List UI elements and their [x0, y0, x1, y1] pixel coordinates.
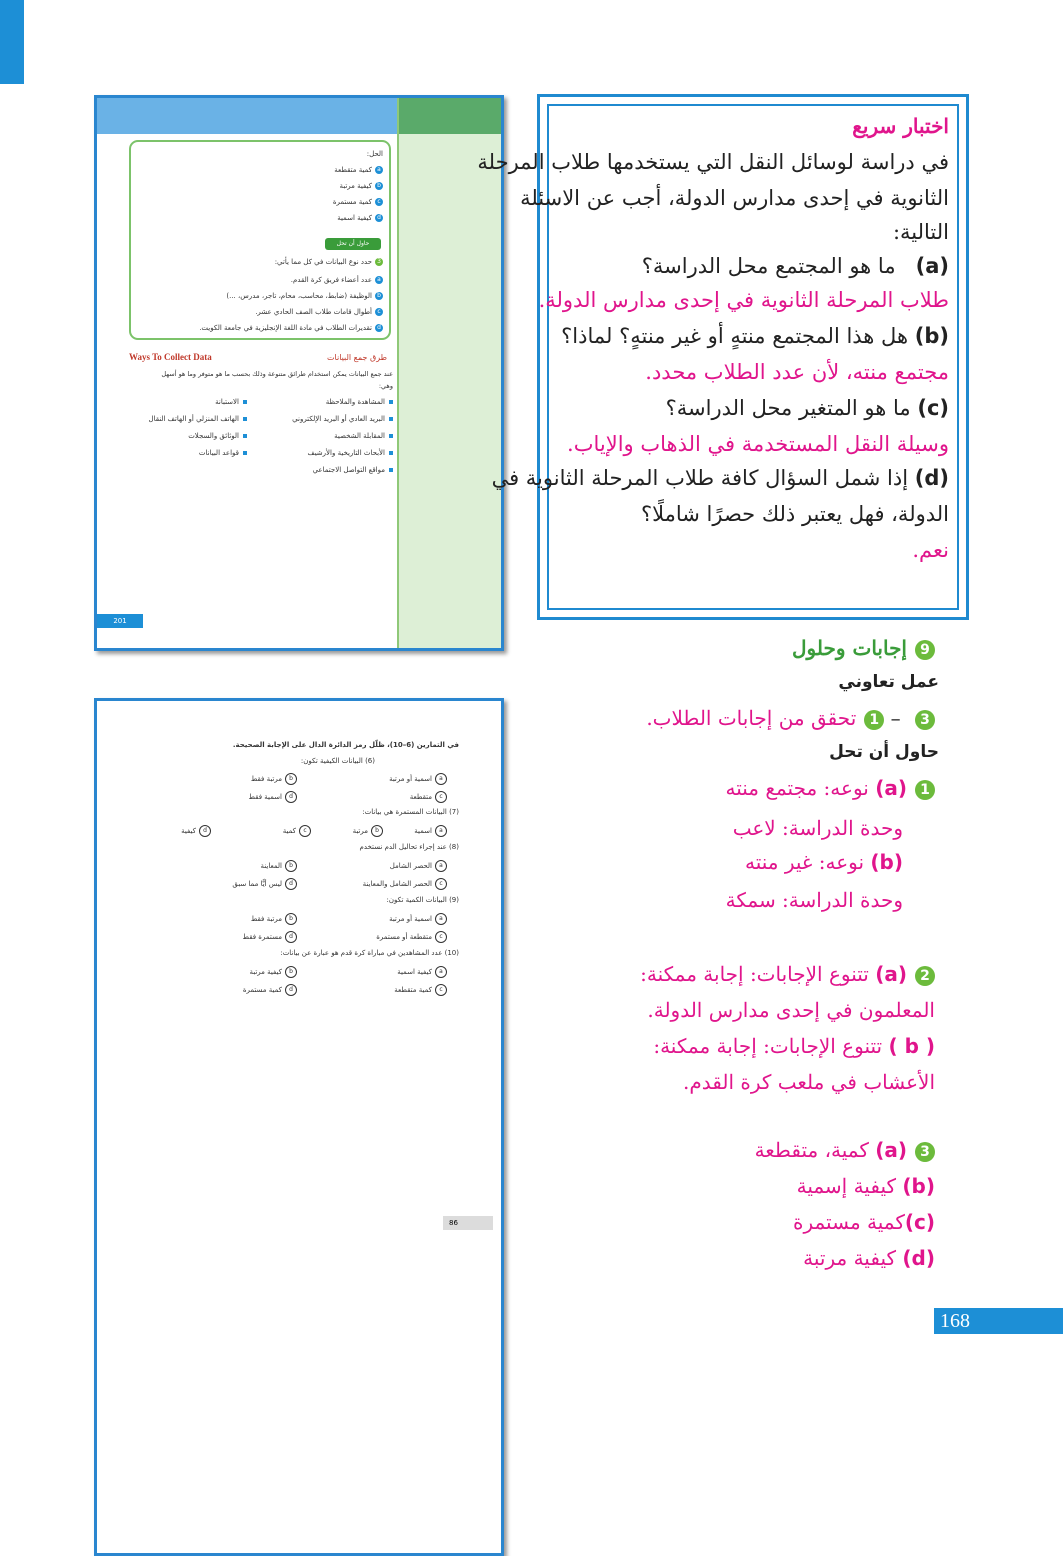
exercise-option: cكمية — [283, 825, 311, 837]
answer-line: ( b ) تتنوع الإجابات: إجابة ممكنة: — [653, 1034, 935, 1058]
section-description: عند جمع البيانات يمكن استخدام طرائق متنوعة وذلك بحسب ما هو متوفر وما هو أسهل — [161, 370, 393, 378]
try-solve-title: حاول أن تحل — [829, 742, 939, 762]
quick-test-title: اختبار سريع — [852, 114, 949, 138]
method-item: المشاهدة والملاحظة — [326, 398, 393, 406]
try-item: cأطوال قامات طلاب الصف الحادي عشر. — [255, 308, 383, 316]
quick-test-question: (d) إذا شمل السؤال كافة طلاب المرحلة الثانوية في — [491, 466, 949, 490]
answer-line: (c)كمية مستمرة — [792, 1210, 935, 1234]
exercise-option: cمتقطعة أو مستمرة — [376, 931, 447, 943]
section-heading-en: Ways To Collect Data — [129, 352, 212, 362]
exercise-option: dاسمية فقط — [249, 791, 297, 803]
exercise-question: (10) عدد المشاهدين في مباراة كرة قدم هو عبارة عن بيانات: — [280, 949, 459, 957]
answer-line: (b) كيفية إسمية — [796, 1174, 935, 1198]
answer-line: المعلمون في إحدى مدارس الدولة. — [647, 998, 935, 1022]
exercise-option: aاسمية أو مرتبة — [389, 773, 447, 785]
cooperative-work-answer: 3 – 1تحقق من إجابات الطلاب. — [646, 706, 935, 730]
quick-test-question: (c) ما هو المتغير محل الدراسة؟ — [665, 396, 949, 420]
answer-line: وحدة الدراسة: سمكة — [725, 888, 903, 912]
exercise-option: bمرتبة فقط — [251, 773, 297, 785]
quick-test-answer: مجتمع منته، لأن عدد الطلاب محدد. — [645, 360, 949, 384]
thumbnail-side-column — [397, 98, 501, 648]
answer-line: وحدة الدراسة: لاعب — [732, 816, 903, 840]
student-page-thumbnail — [94, 95, 504, 651]
method-item: البريد العادي أو البريد الإلكتروني — [292, 415, 393, 423]
exercise-option: aاسمية أو مرتبة — [389, 913, 447, 925]
quick-test-intro: التالية: — [892, 220, 949, 244]
solution-item: bكيفية مرتبة — [339, 182, 383, 190]
corner-tab — [0, 0, 24, 84]
quick-test-box — [477, 94, 969, 620]
exercise-option: bمرتبة فقط — [251, 913, 297, 925]
quick-test-intro: في دراسة لوسائل النقل التي يستخدمها طلاب المرحلة — [477, 150, 949, 174]
exercise-option: dمستمرة فقط — [243, 931, 297, 943]
try-item: dتقديرات الطلاب في مادة اللغة الإنجليزية في جامعة الكويت. — [199, 324, 383, 332]
method-item: قواعد البيانات — [199, 449, 247, 457]
cooperative-work-title: عمل تعاوني — [838, 672, 939, 692]
quick-test-answer: طلاب المرحلة الثانوية في إحدى مدارس الدولة. — [538, 288, 949, 312]
section-heading-ar: طرق جمع البيانات — [327, 353, 388, 362]
page-number: 168 — [934, 1308, 1063, 1334]
exercise-option: bالمعاينة — [261, 860, 297, 872]
exercise-option: aاسمية — [414, 825, 447, 837]
exercise-option: dكيفية — [181, 825, 211, 837]
try-tag: حاول أن تحل — [325, 238, 381, 250]
thumbnail-page-number: 86 — [443, 1216, 493, 1230]
answer-line: (b) نوعه: غير منته — [744, 850, 903, 874]
exercise-option: cمتقطعة — [410, 791, 447, 803]
section-description: وهي: — [378, 382, 393, 390]
solution-label: الحل: — [366, 150, 383, 158]
exercise-option: aالحصر الشامل — [390, 860, 447, 872]
answer-line: الأعشاب في ملعب كرة القدم. — [683, 1070, 935, 1094]
quick-test-question: (a) ما هو المجتمع محل الدراسة؟ — [641, 254, 949, 278]
answer-line: 2(a) تتنوع الإجابات: إجابة ممكنة: — [640, 962, 935, 986]
solution-item: dكيفية اسمية — [337, 214, 383, 222]
method-item: الهاتف المنزلي أو الهاتف النقال — [148, 415, 247, 423]
method-item: الاستبانة — [215, 398, 247, 406]
quick-test-question: (b) هل هذا المجتمع منتهٍ أو غير منتهٍ؟ لماذا؟ — [561, 324, 949, 348]
answer-line: 3(a) كمية، متقطعة — [755, 1138, 935, 1162]
solution-box — [129, 140, 391, 340]
method-item: مواقع التواصل الاجتماعي — [313, 466, 393, 474]
quick-test-answer: وسيلة النقل المستخدمة في الذهاب والإياب. — [567, 432, 949, 456]
exercise-question: (9) البيانات الكمية تكون: — [386, 896, 459, 904]
quick-test-answer: نعم. — [912, 538, 949, 562]
method-item: الوثائق والسجلات — [188, 432, 247, 440]
exercises-page-thumbnail — [94, 698, 504, 1556]
method-item: الأبحاث التاريخية والأرشيف — [307, 449, 393, 457]
exercise-question: (8) عند إجراء تحاليل الدم نستخدم — [359, 843, 459, 851]
thumbnail-side-header — [399, 98, 501, 134]
quick-test-intro: الثانوية في إحدى مدارس الدولة، أجب عن الاسئلة — [520, 186, 949, 210]
try-item: aعدد أعضاء فريق كرة القدم. — [291, 276, 383, 284]
try-item: bالوظيفة (ضابط، محاسب، محام، تاجر، مدرس، ...) — [226, 292, 383, 300]
solution-item: cكمية مستمرة — [333, 198, 383, 206]
solution-item: aكمية متقطعة — [334, 166, 383, 174]
exercise-option: aكيفية اسمية — [397, 966, 447, 978]
exercise-instruction: في التمارين (6–10)، ظلّل رمز الدائرة الدال على الإجابة الصحيحة. — [232, 741, 459, 749]
thumbnail-page-number: 201 — [97, 614, 143, 628]
method-item: المقابلة الشخصية — [334, 432, 393, 440]
answers-heading: 9إجابات وحلول — [792, 636, 935, 660]
exercise-option: cالحصر الشامل والمعاينة — [363, 878, 447, 890]
exercise-option: cكمية متقطعة — [394, 984, 447, 996]
exercise-option: bمرتبة — [353, 825, 383, 837]
exercise-question: (7) البيانات المستمرة هي بيانات: — [362, 808, 459, 816]
try-intro: 3حدد نوع البيانات في كل مما يأتي: — [275, 258, 383, 266]
exercise-option: dكمية مستمرة — [243, 984, 297, 996]
exercise-option: bكيفية مرتبة — [249, 966, 297, 978]
exercise-option: dليس أيًّا مما سبق — [232, 878, 297, 890]
exercise-question: (6) البيانات الكيفية تكون: — [300, 757, 375, 765]
answer-line: (d) كيفية مرتبة — [803, 1246, 935, 1270]
quick-test-question-cont: الدولة، فهل يعتبر ذلك حصرًا شاملًا؟ — [640, 502, 949, 526]
answer-line: 1(a) نوعه: مجتمع منته — [725, 776, 935, 800]
